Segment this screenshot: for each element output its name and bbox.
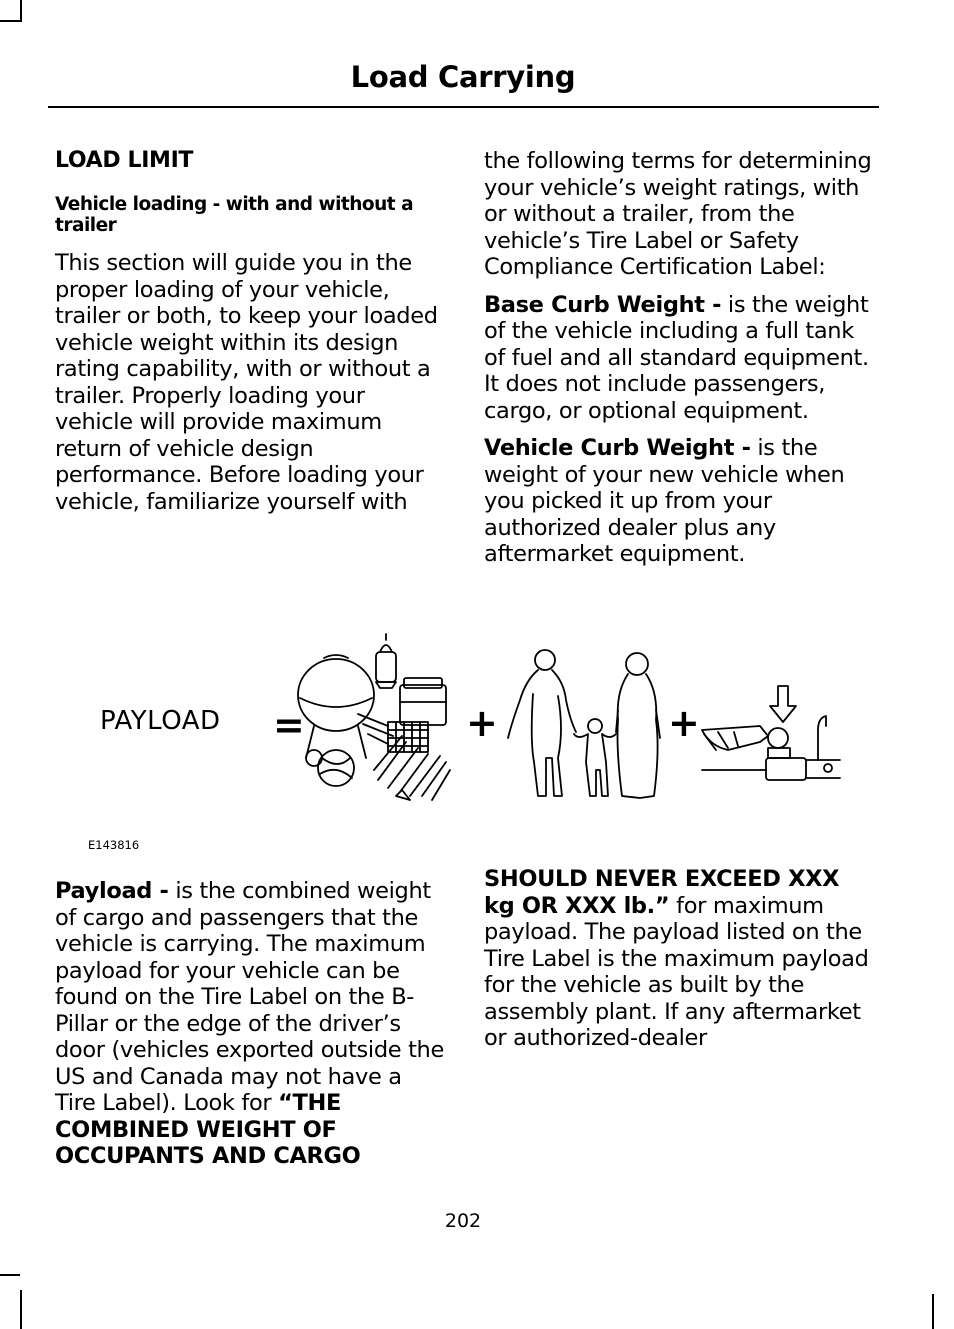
crop-mark-bottom-left-h [0,1274,20,1276]
payload-definition: is the combined weight of cargo and passengers that the vehicle is carrying. The maximum payload for your vehicle can be found on the Tire Label on the B-Pillar or the edge of the driver’s door (vehicles exported outside the US and Canada may not have a Tire Label). Look for [55,878,444,1116]
payload-illustration [88,630,848,815]
cargo-icon [298,634,450,800]
plus-sign-2: + [668,701,700,745]
intro-paragraph: This section will guide you in the proper loading of your vehicle, trailer or both, to keep your loaded vehicle weight within its design rating capability, with or without a trailer. Properly loading your vehicle will provide maximum return of vehicle design performance. Before loading your vehicle, familiarize yourself with [55,250,438,515]
crop-mark-top-left-h [0,20,22,22]
left-column-top [55,148,447,526]
tire-label-quote-end: SHOULD NEVER EXCEED XXX kg OR XXX lb.” [484,866,840,919]
page-number: 202 [444,1210,482,1232]
crop-mark-bottom-left-v [20,1290,22,1329]
payload-continuation-paragraph [484,866,876,1052]
base-curb-weight-term: Base Curb Weight - [484,291,722,318]
left-column-bottom [55,878,447,1181]
vehicle-curb-weight-definition: is the weight of your new vehicle when you picked it up from your authorized dealer plus any aftermarket equipment. [484,435,845,567]
right-column-bottom [484,866,876,1063]
payload-label: PAYLOAD [100,706,221,736]
equals-sign: = [273,703,305,747]
payload-continuation-text: for maximum payload. The payload listed on the Tire Label is the maximum payload for the vehicle as built by the assembly plant. If any aftermarket or authorized-dealer [484,892,869,1051]
passengers-icon [508,650,660,798]
trailer-hitch-icon [702,686,840,780]
payload-term: Payload - [55,878,169,904]
figure-code: E143816 [88,838,140,852]
page-title: Load Carrying [350,60,576,94]
payload-paragraph [55,878,447,1170]
base-curb-weight-definition: is the weight of the vehicle including a full tank of fuel and all standard equipment. It does not include passengers, cargo, or optional equipment. [484,291,869,424]
vehicle-curb-weight-paragraph [484,435,876,568]
tire-label-quote-start: “THE COMBINED WEIGHT OF OCCUPANTS AND CARGO [55,1090,361,1169]
crop-mark-bottom-right-v [932,1294,934,1329]
base-curb-weight-paragraph [484,292,876,425]
section-title: LOAD LIMIT [55,148,194,173]
subsection-title: Vehicle loading - with and without a trailer [55,194,414,236]
right-column-top [484,148,876,579]
terms-intro-paragraph: the following terms for determining your vehicle’s weight ratings, with or without a trailer, from the vehicle’s Tire Label or Safety Compliance Certification Label: [484,148,872,280]
plus-sign-1: + [466,701,498,745]
crop-mark-top-left-v [20,0,22,22]
header-divider [48,106,879,108]
vehicle-curb-weight-term: Vehicle Curb Weight - [484,435,751,461]
